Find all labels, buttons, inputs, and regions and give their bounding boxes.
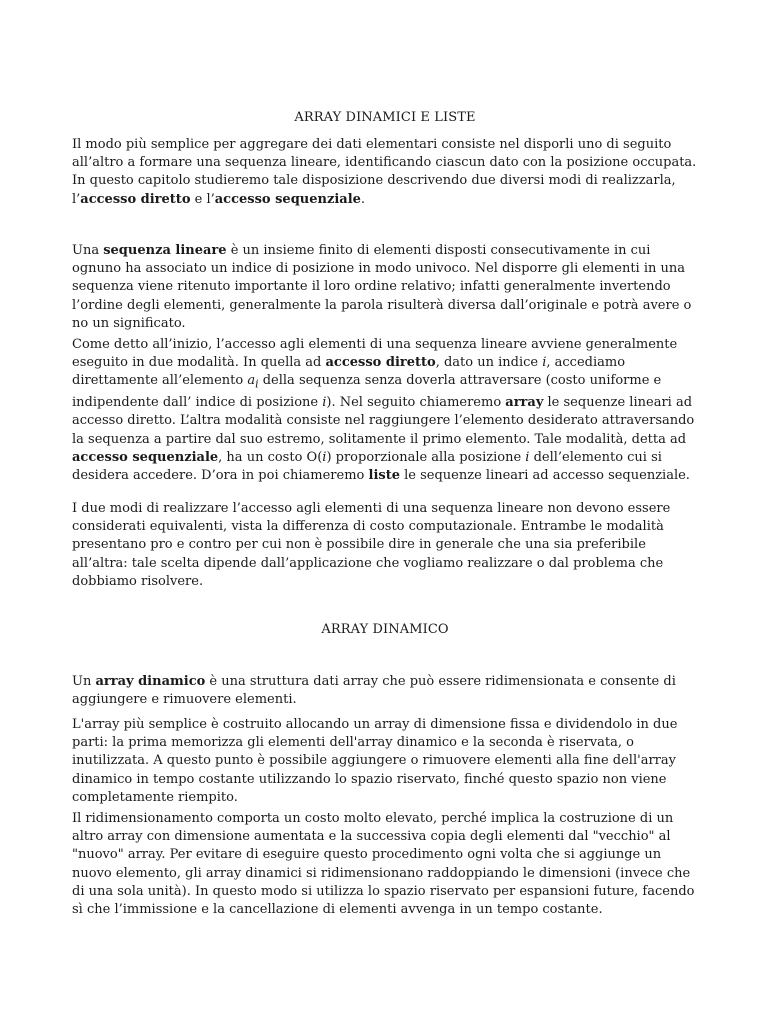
text-run: e l’ [190, 191, 215, 207]
section-title-array-dinamico: ARRAY DINAMICO [321, 622, 449, 637]
text-run: le sequenze lineari ad accesso diretto. L’altra modalità consiste nel raggiungere l’elemento desiderato attraversando la sequenza a partire dal suo estremo, solitamente il primo elemento. Tale modalità, detta ad [72, 395, 695, 447]
italic-symbol: i [542, 355, 547, 371]
italic-symbol: i [255, 378, 259, 391]
text-run: ) proporzionale alla posizione [326, 449, 526, 465]
text-run: Il modo più semplice per aggregare dei dati elementari consiste nel disporli uno di seguito all’altro a formare una sequenza lineare, identificando ciascun dato con la posizione occupata. In questo capitolo studieremo tale disposizione descrivendo due diversi modi di realizzarla, l’ [72, 137, 697, 207]
bold-term: array [505, 395, 544, 411]
paragraph-ridimensionamento: Il ridimensionamento comporta un costo molto elevato, perché implica la costruzione di un altro array con dimensione aumentata e la successiva copia degli elementi dal "vecchio" al "nuovo" array. Per evitare di eseguire questo procedimento ogni volta che si aggiunge un nuovo elemento, gli array dinamici si ridimensionano raddoppiando le dimensioni (invece che di una sola unità). In questo modo si utilizza lo spazio riservato per espansioni future, facendo sì che l’immissione e la cancellazione di elementi avvenga in un tempo costante. [72, 811, 695, 918]
italic-symbol: i [322, 449, 327, 465]
text-run: , dato un indice [435, 355, 543, 371]
text-run: le sequenze lineari ad accesso sequenziale. [400, 468, 690, 484]
bold-term: accesso sequenziale [214, 191, 361, 207]
bold-term: array dinamico [95, 674, 206, 689]
paragraph-array-dinamico-def [72, 673, 698, 709]
paragraph-sequenza-lineare [72, 242, 698, 333]
text-run: Una [72, 243, 104, 258]
italic-symbol: i [525, 449, 530, 465]
text-run: è una struttura dati array che può essere ridimensionata e consente di aggiungere e rimuovere elementi. [72, 674, 676, 708]
section-title-array-dinamici-e-liste: ARRAY DINAMICI E LISTE [294, 110, 476, 125]
bold-term: accesso diretto [80, 191, 191, 207]
paragraph-array-semplice: L'array più semplice è costruito allocando un array di dimensione fissa e dividendolo in due parti: la prima memorizza gli elementi dell'array dinamico e la seconda è riservata, o inutilizzata. A questo punto è possibile aggiungere o rimuovere elementi alla fine dell'array dinamico in tempo costante utilizzando lo spazio riservato, finché questo spazio non viene completamente riempito. [72, 717, 678, 805]
italic-symbol: i [322, 395, 327, 411]
text-run: ). Nel seguito chiameremo [326, 395, 506, 411]
text-run: della sequenza senza doverla attraversare (costo uniforme e indipendente dall’ indice di posizione [72, 373, 662, 411]
bold-term: accesso sequenziale [72, 449, 219, 465]
italic-symbol: a [247, 373, 256, 389]
text-run: dell’elemento cui si desidera accedere. D’ora in poi chiameremo [72, 449, 662, 484]
text-run: . [360, 191, 366, 207]
text-run: è un insieme finito di elementi disposti consecutivamente in cui ognuno ha associato un indice di posizione in modo univoco. Nel disporre gli elementi in una sequenza viene ritenuto importante il loro ordine relativo; infatti generalmente invertendo l’ordine degli elementi, generalmente la parola risulterà diversa dall’originale e potrà avere o no un significato. [72, 243, 692, 331]
text-run: , ha un costo O( [218, 449, 323, 465]
paragraph-accesso [72, 336, 698, 485]
paragraph-confronto: I due modi di realizzare l’accesso agli elementi di una sequenza lineare non devono essere considerati equivalenti, vista la differenza di costo computazionale. Entrambe le modalità presentano pro e contro per cui non è possibile dire in generale che una sia preferibile all’altra: tale scelta dipende dall’applicazione che vogliamo realizzare o dal problema che dobbiamo risolvere. [72, 501, 671, 589]
text-run: Come detto all’inizio, l’accesso agli elementi di una sequenza lineare avviene generalmente eseguito in due modalità. In quella ad [72, 337, 678, 371]
bold-term: sequenza lineare [103, 243, 227, 258]
text-run: , accediamo direttamente all’elemento [72, 355, 626, 389]
text-run: Un [72, 674, 96, 689]
paragraph-intro [72, 136, 698, 209]
bold-term: liste [368, 468, 400, 484]
bold-term: accesso diretto [325, 355, 436, 371]
